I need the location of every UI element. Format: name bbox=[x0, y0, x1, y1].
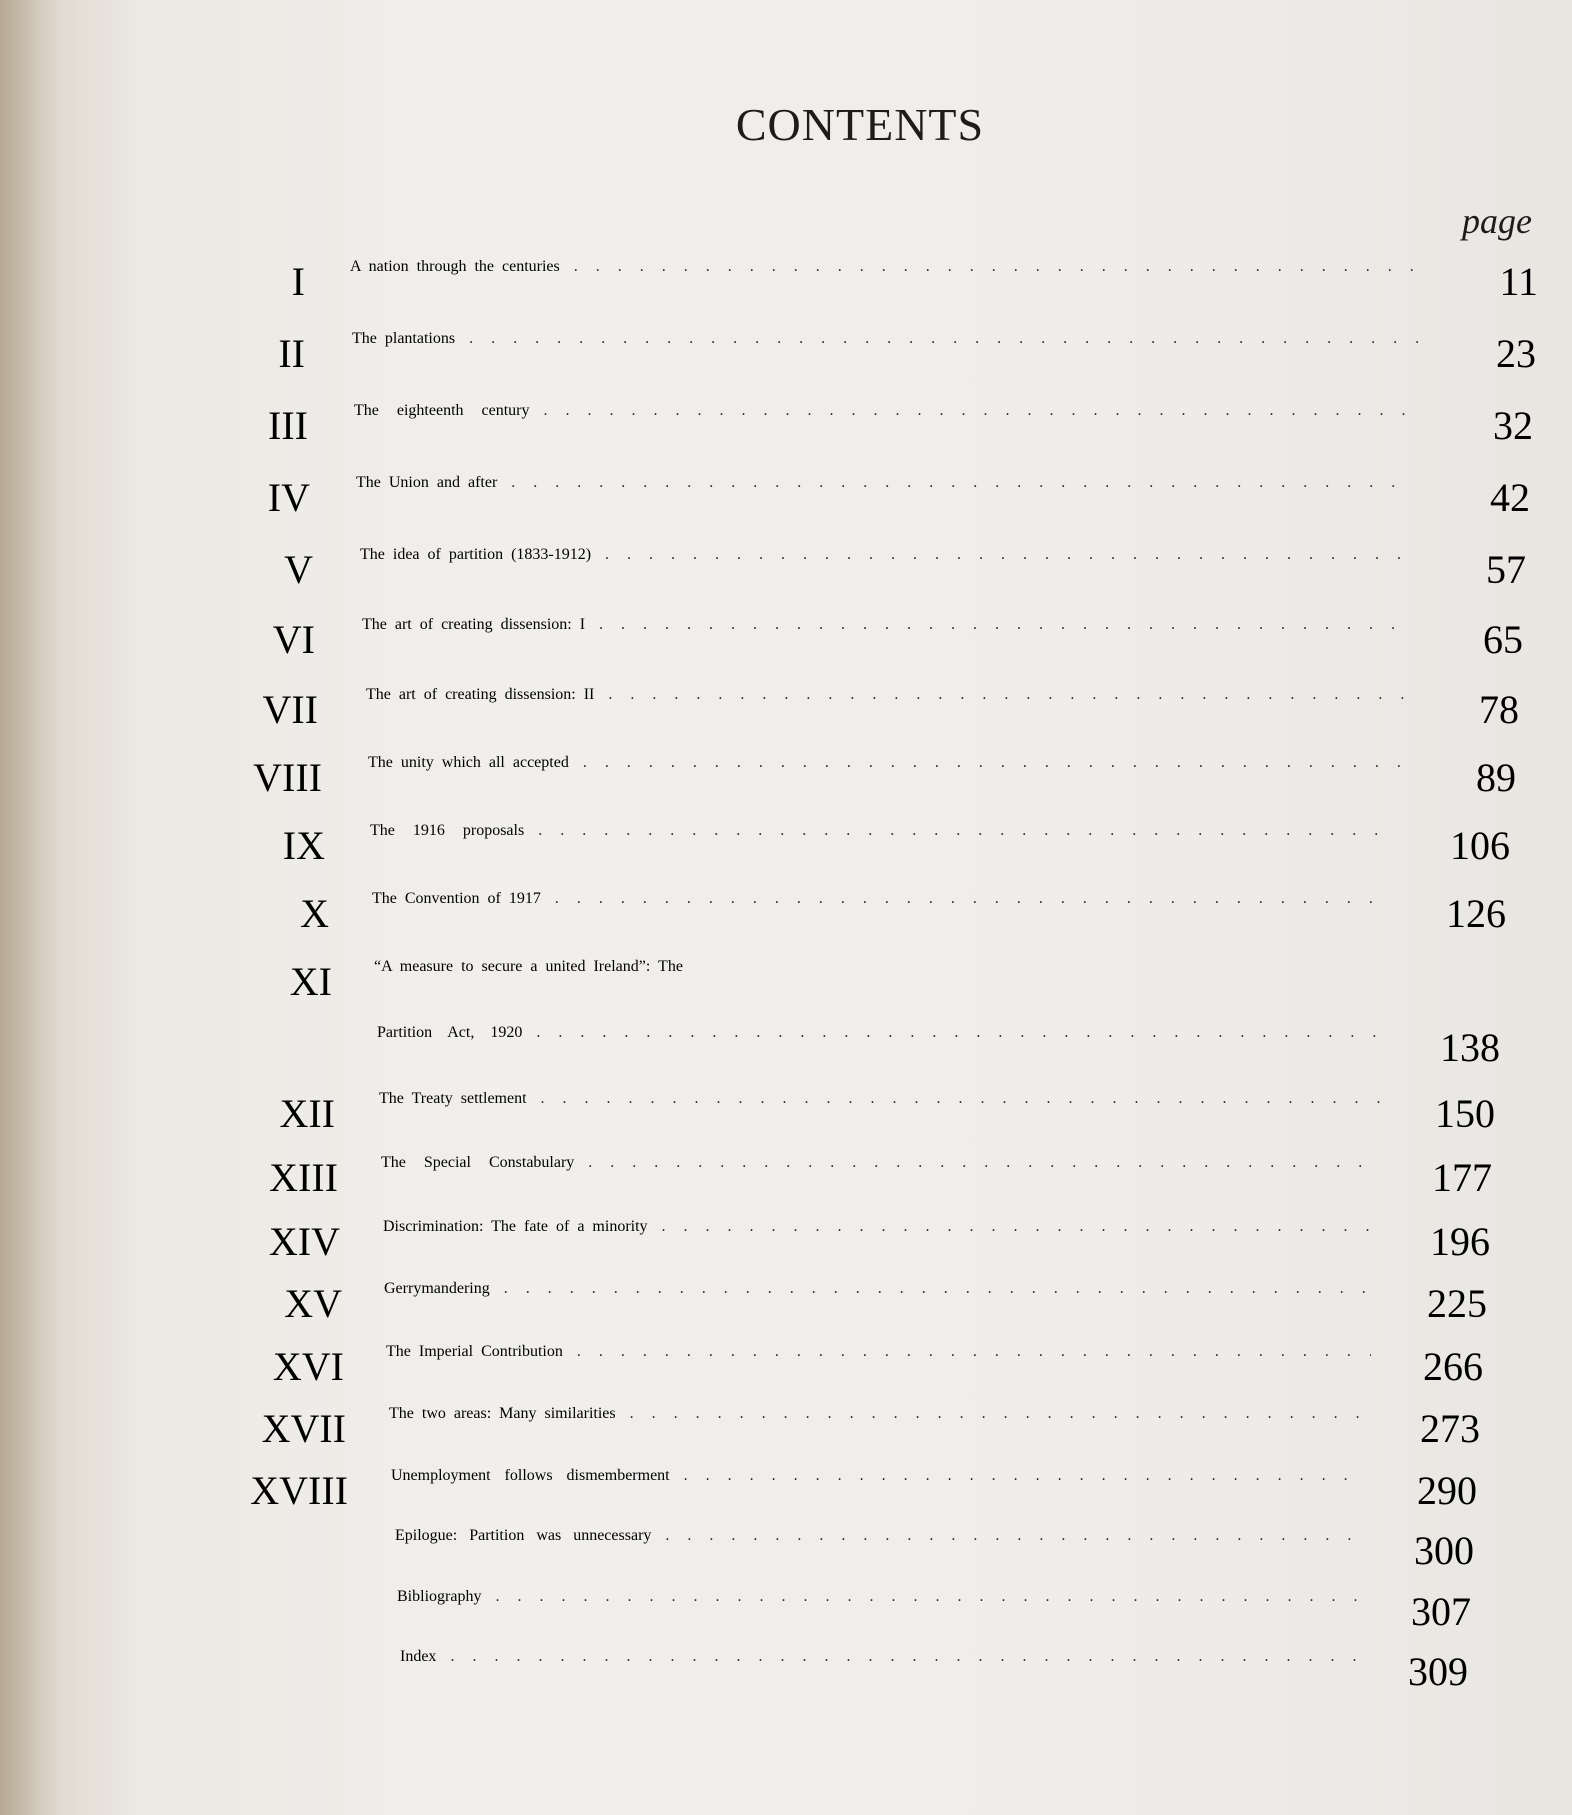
entry-title-wrap bbox=[350, 258, 1423, 314]
chapter-number: V bbox=[284, 547, 313, 592]
chapter-number: VII bbox=[262, 687, 318, 732]
chapter-number: I bbox=[291, 259, 305, 304]
chapter-number: VIII bbox=[253, 755, 322, 800]
page-number: 23 bbox=[1496, 331, 1536, 376]
dot-leader bbox=[577, 1343, 1371, 1361]
page-column-label: page bbox=[1462, 201, 1532, 241]
entry-title-wrap bbox=[372, 890, 1390, 946]
entry-title-wrap bbox=[384, 1280, 1374, 1336]
entry-title-wrap bbox=[368, 754, 1401, 810]
page-number: 307 bbox=[1411, 1589, 1471, 1634]
page-number: 266 bbox=[1423, 1344, 1483, 1389]
chapter-number: X bbox=[300, 891, 329, 936]
chapter-title: The Union and after bbox=[356, 474, 498, 491]
chapter-number: IX bbox=[282, 823, 325, 868]
chapter-number: XIV bbox=[268, 1219, 340, 1264]
chapter-title: The 1916 proposals bbox=[370, 822, 525, 839]
dot-leader bbox=[555, 890, 1390, 908]
dot-leader bbox=[599, 616, 1407, 634]
chapter-number: IV bbox=[267, 475, 310, 520]
chapter-title: The Special Constabulary bbox=[381, 1154, 575, 1171]
chapter-number: XII bbox=[279, 1091, 335, 1136]
section-title: Index bbox=[400, 1648, 437, 1665]
page-number: 126 bbox=[1446, 891, 1506, 936]
page-number: 65 bbox=[1483, 617, 1523, 662]
entry-title-wrap bbox=[362, 616, 1407, 672]
chapter-number: XVIII bbox=[250, 1468, 348, 1513]
entry-title-wrap bbox=[374, 958, 1394, 1014]
entry-title-wrap bbox=[354, 402, 1416, 458]
chapter-number: III bbox=[268, 403, 308, 448]
chapter-title: “A measure to secure a united Ireland”: The bbox=[374, 958, 683, 975]
entry-title-wrap bbox=[400, 1648, 1358, 1704]
entry-title-wrap bbox=[352, 330, 1420, 386]
chapter-title: The Treaty settlement bbox=[379, 1090, 527, 1107]
dot-leader bbox=[469, 330, 1420, 348]
contents-heading: CONTENTS bbox=[735, 99, 985, 150]
entry-title-wrap bbox=[389, 1405, 1369, 1461]
page-number: 78 bbox=[1479, 687, 1519, 732]
chapter-title: The two areas: Many similarities bbox=[389, 1405, 616, 1422]
dot-leader bbox=[588, 1154, 1381, 1172]
chapter-number: XI bbox=[289, 959, 332, 1004]
page-number: 57 bbox=[1486, 547, 1526, 592]
page-number: 106 bbox=[1450, 823, 1510, 868]
entry-title-wrap bbox=[397, 1588, 1360, 1644]
chapter-number: XV bbox=[284, 1281, 342, 1326]
dot-leader bbox=[536, 1024, 1387, 1042]
dot-leader bbox=[538, 822, 1392, 840]
entry-title-wrap bbox=[360, 546, 1408, 602]
chapter-title: Gerrymandering bbox=[384, 1280, 490, 1297]
chapter-title: Discrimination: The fate of a minority bbox=[383, 1218, 648, 1235]
section-title: Bibliography bbox=[397, 1588, 482, 1605]
chapter-title-continued: Partition Act, 1920 bbox=[377, 1024, 523, 1041]
dot-leader bbox=[662, 1218, 1378, 1236]
chapter-number: XIII bbox=[269, 1155, 338, 1200]
entry-title-wrap bbox=[381, 1154, 1381, 1210]
page-number: 42 bbox=[1490, 475, 1530, 520]
page-number: 32 bbox=[1493, 403, 1533, 448]
dot-leader bbox=[574, 258, 1423, 276]
page-number: 290 bbox=[1417, 1468, 1477, 1513]
page-number: 89 bbox=[1476, 755, 1516, 800]
page-number: 273 bbox=[1420, 1406, 1480, 1451]
dot-leader bbox=[541, 1090, 1385, 1108]
dot-leader bbox=[605, 546, 1408, 564]
dot-leader bbox=[630, 1405, 1369, 1423]
dot-leader bbox=[511, 474, 1411, 492]
chapter-number: XVII bbox=[261, 1406, 346, 1451]
page-number: 177 bbox=[1432, 1155, 1492, 1200]
dot-leader bbox=[495, 1588, 1360, 1606]
entry-title-wrap bbox=[366, 686, 1404, 742]
chapter-number: VI bbox=[272, 617, 315, 662]
chapter-number: XVI bbox=[272, 1344, 344, 1389]
section-title: Epilogue: Partition was unnecessary bbox=[395, 1527, 652, 1544]
entry-title-wrap bbox=[379, 1090, 1385, 1146]
dot-leader bbox=[583, 754, 1401, 772]
entry-title-wrap bbox=[370, 822, 1392, 878]
chapter-title: The Imperial Contribution bbox=[386, 1343, 563, 1360]
entry-title-wrap bbox=[356, 474, 1411, 530]
chapter-title: The plantations bbox=[352, 330, 456, 347]
page-number: 138 bbox=[1440, 1025, 1500, 1070]
dot-leader bbox=[544, 402, 1417, 420]
page-number: 11 bbox=[1499, 259, 1538, 304]
entry-title-wrap bbox=[386, 1343, 1371, 1399]
dot-leader bbox=[608, 686, 1404, 704]
page-number: 309 bbox=[1408, 1649, 1468, 1694]
entry-title-wrap bbox=[391, 1467, 1366, 1523]
dot-leader bbox=[504, 1280, 1374, 1298]
chapter-title: The Convention of 1917 bbox=[372, 890, 541, 907]
page-number: 225 bbox=[1427, 1281, 1487, 1326]
page-number: 300 bbox=[1414, 1528, 1474, 1573]
chapter-title: The art of creating dissension: I bbox=[362, 616, 586, 633]
page-number: 196 bbox=[1430, 1219, 1490, 1264]
chapter-title: Unemployment follows dismemberment bbox=[391, 1467, 670, 1484]
dot-leader bbox=[665, 1527, 1363, 1545]
entry-title-wrap bbox=[383, 1218, 1378, 1274]
page-number: 150 bbox=[1435, 1091, 1495, 1136]
chapter-title: The art of creating dissension: II bbox=[366, 686, 595, 703]
dot-leader bbox=[684, 1467, 1366, 1485]
chapter-title: The eighteenth century bbox=[354, 402, 530, 419]
chapter-title: A nation through the centuries bbox=[350, 258, 560, 275]
entry-title-wrap bbox=[395, 1527, 1363, 1583]
entry-title-wrap bbox=[377, 1024, 1387, 1080]
dot-leader bbox=[450, 1648, 1358, 1666]
chapter-title: The unity which all accepted bbox=[368, 754, 569, 771]
chapter-number: II bbox=[278, 331, 305, 376]
chapter-title: The idea of partition (1833-1912) bbox=[360, 546, 592, 563]
